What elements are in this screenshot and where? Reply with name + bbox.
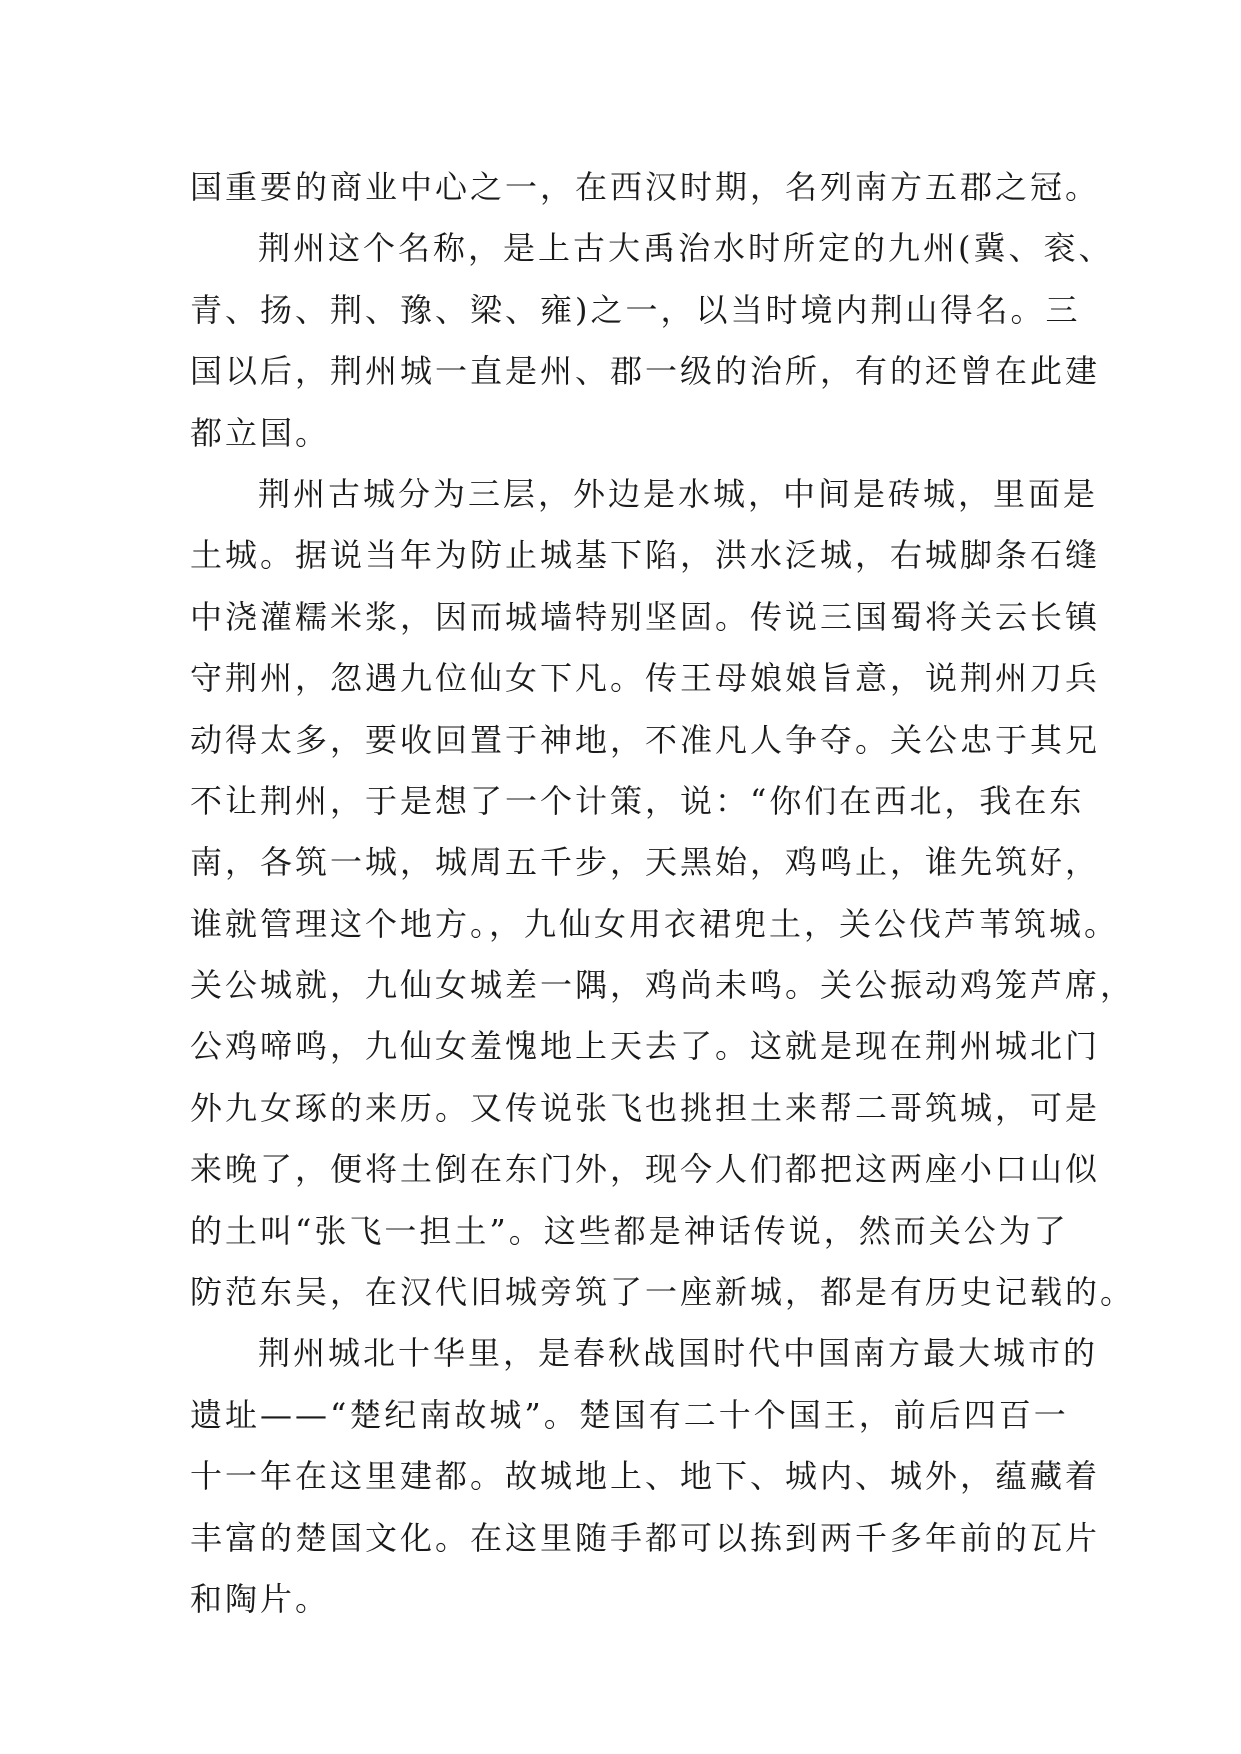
text-line: 外九女琢的来历。又传说张飞也挑担土来帮二哥筑城，可是 [190, 1088, 1101, 1127]
text-line: 荆州城北十华里，是春秋战国时代中国南方最大城市的 [258, 1334, 1099, 1373]
text-line: 中浇灌糯米浆，因而城墙特别坚固。传说三国蜀将关云长镇 [190, 597, 1101, 636]
text-line: 丰富的楚国文化。在这里随手都可以拣到两千多年前的瓦片 [190, 1518, 1101, 1557]
text-line: 防范东吴，在汉代旧城旁筑了一座新城，都是有历史记载的。 [190, 1273, 1136, 1312]
text-line: 国重要的商业中心之一，在西汉时期，名列南方五郡之冠。 [190, 168, 1101, 206]
text-line: 谁就管理这个地方。，九仙女用衣裙兜土，关公伐芦苇筑城。 [190, 904, 1120, 943]
text-line: 公鸡啼鸣，九仙女羞愧地上天去了。这就是现在荆州城北门 [190, 1027, 1101, 1066]
text-line: 土城。据说当年为防止城基下陷，洪水泛城，右城脚条石缝 [190, 536, 1101, 575]
text-line: 十一年在这里建都。故城地上、地下、城内、城外，蕴藏着 [190, 1457, 1101, 1496]
text-line: 守荆州，忽遇九位仙女下凡。传王母娘娘旨意，说荆州刀兵 [190, 659, 1101, 698]
text-line: 遗址——“楚纪南故城”。楚国有二十个国王，前后四百一 [190, 1395, 1069, 1434]
text-line: 不让荆州，于是想了一个计策，说：“你们在西北，我在东 [190, 781, 1085, 820]
text-line: 和陶片。 [190, 1579, 331, 1618]
text-line: 青、扬、荆、豫、梁、雍)之一，以当时境内荆山得名。三 [190, 290, 1081, 329]
text-line: 的土叫“张飞一担土”。这些都是神话传说，然而关公为了 [190, 1211, 1069, 1250]
text-line: 来晚了，便将土倒在东门外，现今人们都把这两座小口山似 [190, 1150, 1101, 1189]
text-line: 动得太多，要收回置于神地，不准凡人争夺。关公忠于其兄 [190, 720, 1101, 759]
text-line: 都立国。 [190, 413, 331, 452]
text-line: 南，各筑一城，城周五千步，天黑始，鸡鸣止，谁先筑好， [190, 843, 1101, 882]
text-line: 国以后，荆州城一直是州、郡一级的治所，有的还曾在此建 [190, 352, 1101, 391]
text-line: 荆州古城分为三层，外边是水城，中间是砖城，里面是 [258, 474, 1099, 513]
text-line: 荆州这个名称，是上古大禹治水时所定的九州(冀、衮、 [258, 229, 1114, 268]
body-text [190, 157, 1136, 1630]
text-line: 关公城就，九仙女城差一隅，鸡尚未鸣。关公振动鸡笼芦席， [190, 966, 1136, 1005]
